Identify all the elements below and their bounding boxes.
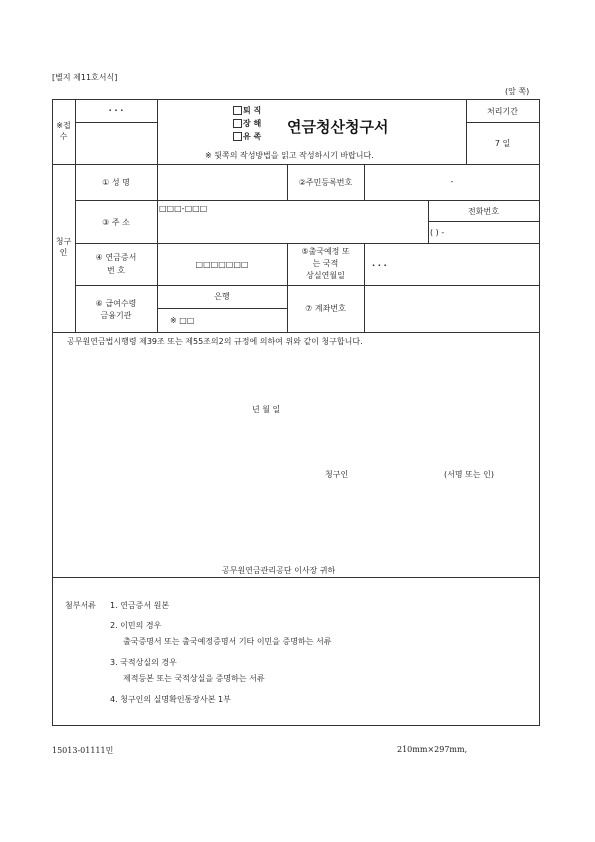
pension-cert-field[interactable]: □□□□□□□ bbox=[195, 260, 249, 269]
attachment-item: 3. 국적상실의 경우 bbox=[110, 658, 177, 667]
signature-note: (서명 또는 인) bbox=[444, 470, 494, 479]
address-field[interactable]: □□□-□□□ bbox=[159, 204, 208, 213]
claimant-section-label: 청구 인 bbox=[55, 237, 72, 257]
date-line: 년 월 일 bbox=[252, 405, 281, 414]
checkbox-icon bbox=[233, 119, 242, 128]
processing-period-label: 처리기간 bbox=[487, 107, 518, 116]
recipient: 공무원연금관리공단 이사장 귀하 bbox=[222, 566, 336, 575]
processing-period-value: 7 일 bbox=[494, 139, 511, 148]
signer-label: 청구인 bbox=[325, 470, 349, 479]
attachment-item: 1. 연금증서 원본 bbox=[110, 601, 170, 610]
option-retirement[interactable]: 퇴 직 bbox=[233, 104, 261, 117]
attachment-item: 4. 청구인의 실명확인통장사본 1부 bbox=[110, 695, 231, 704]
page-side-label: (앞 쪽) bbox=[505, 87, 530, 96]
reception-date: . . . bbox=[108, 104, 124, 113]
reception-label: ※접 수 bbox=[56, 121, 71, 141]
option-disability[interactable]: 장 해 bbox=[233, 117, 261, 130]
instruction-note: ※ 뒷쪽의 작성방법을 읽고 작성하시기 바랍니다. bbox=[205, 151, 374, 160]
checkbox-icon bbox=[233, 106, 242, 115]
name-label: ① 성 명 bbox=[102, 178, 130, 187]
claim-statement: 공무원연금법시행령 제39조 또는 제55조의2의 규정에 의하여 위와 같이 청구합니다. bbox=[67, 337, 363, 346]
pension-cert-label: ④ 연금증서 번 호 bbox=[95, 253, 137, 275]
emigration-date-field[interactable]: . . . bbox=[372, 259, 387, 268]
claim-type-options bbox=[233, 104, 261, 143]
resident-number-label: ②주민등록번호 bbox=[298, 178, 353, 187]
bank-name-field[interactable]: 은행 bbox=[214, 292, 230, 301]
bank-note: ※ □□ bbox=[170, 316, 195, 325]
form-title: 연금청산청구서 bbox=[287, 118, 389, 136]
phone-field[interactable]: ( ) - bbox=[430, 228, 445, 237]
attachments-heading: 첨부서류 bbox=[65, 601, 96, 610]
account-number-label: ⑦ 계좌번호 bbox=[305, 304, 346, 313]
form-code: 15013-01111민 bbox=[52, 746, 114, 755]
account-number-field[interactable] bbox=[365, 286, 539, 331]
bank-label: ⑥ 급여수령 금융기관 bbox=[95, 299, 137, 320]
name-field[interactable] bbox=[158, 165, 286, 199]
attachment-item: 출국증명서 또는 출국예정증명서 기타 이민을 증명하는 서류 bbox=[123, 637, 332, 646]
form-number: [별지 제11호서식] bbox=[52, 73, 118, 82]
paper-size: 210mm×297mm, bbox=[397, 745, 468, 754]
phone-label: 전화번호 bbox=[468, 207, 499, 216]
checkbox-icon bbox=[233, 132, 242, 141]
resident-number-field[interactable]: - bbox=[450, 177, 454, 186]
attachment-item: 제적등본 또는 국적상실을 증명하는 서류 bbox=[123, 674, 265, 683]
address-label: ③ 주 소 bbox=[102, 218, 130, 227]
emigration-date-label: ⑤출국예정 또 는 국적 상실연월일 bbox=[301, 247, 350, 280]
attachment-item: 2. 이민의 경우 bbox=[110, 621, 162, 630]
option-survivor[interactable]: 유 족 bbox=[233, 130, 261, 143]
